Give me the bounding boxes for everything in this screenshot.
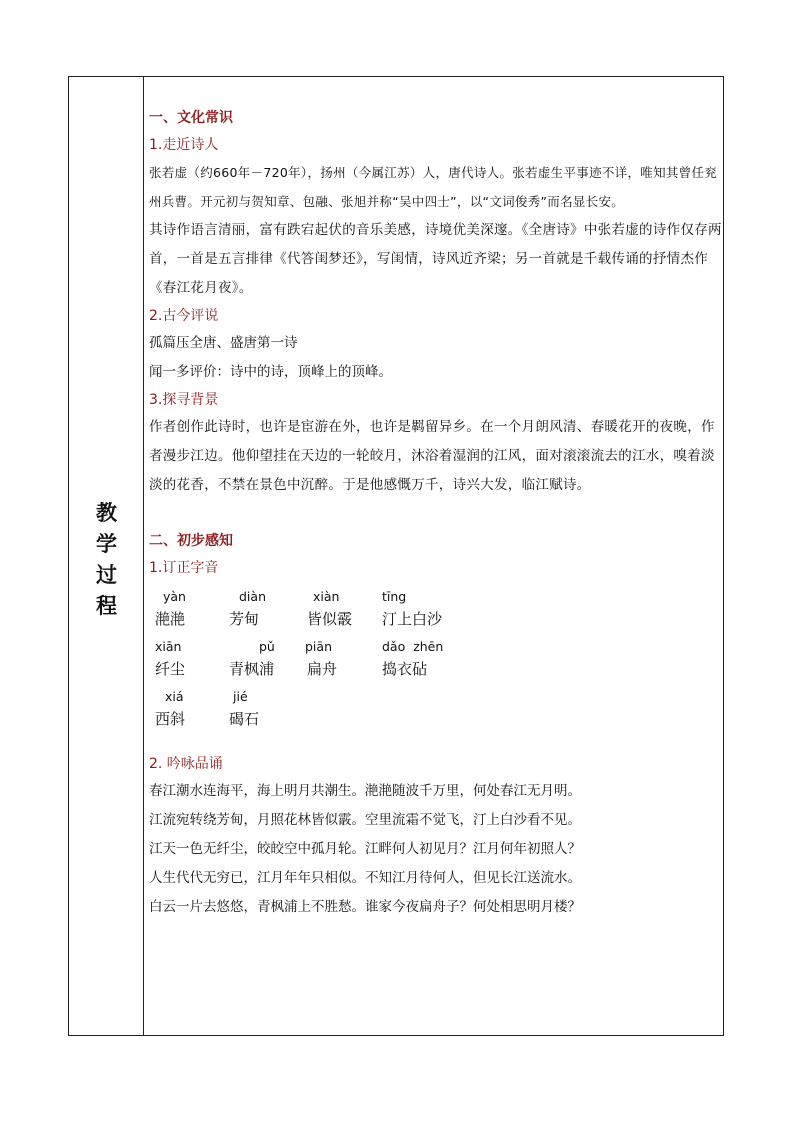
pinyin-row bbox=[149, 589, 724, 639]
poem-line: 江天一色无纤尘，皎皎空中孤月轮。江畔何人初见月？江月何年初照人？ bbox=[149, 841, 581, 857]
word: 扁舟 bbox=[307, 660, 338, 678]
text-line: 孤篇压全唐、盛唐第一诗 bbox=[149, 335, 298, 351]
paragraph: 作者创作此诗时，也许是宦游在外，也许是羁留异乡。在一个月朗风清、春暖花开的夜晚，作者漫步江边。他仰望挂在天边的一轮皎月，沐浴着湿润的江风，面对滚滚流去的江水，嗅着淡淡的花香，不禁在景色中沉醉。于是他感慨万千，诗兴大发，临江赋诗。 bbox=[149, 419, 715, 493]
pinyin: pǔ bbox=[259, 639, 275, 654]
label-column bbox=[69, 77, 144, 1035]
pinyin: xiān bbox=[155, 639, 182, 654]
pinyin: yàn bbox=[163, 589, 186, 604]
label-char: 学 bbox=[96, 531, 117, 556]
pinyin: tīng bbox=[382, 589, 407, 604]
word: 滟滟 bbox=[155, 610, 186, 628]
word: 青枫浦 bbox=[229, 660, 275, 678]
subsection-heading: 2.古今评说 bbox=[149, 308, 219, 324]
word: 碣石 bbox=[229, 710, 260, 728]
subsection-heading: 2. 吟咏品诵 bbox=[149, 756, 223, 772]
pinyin-row bbox=[149, 689, 724, 739]
section-heading: 二、初步感知 bbox=[149, 533, 233, 549]
pinyin: piān bbox=[305, 639, 332, 654]
word: 芳甸 bbox=[229, 610, 260, 628]
label-char: 过 bbox=[96, 562, 117, 587]
word: 捣衣砧 bbox=[382, 660, 428, 678]
pinyin: diàn bbox=[239, 589, 266, 604]
paragraph: 张若虚（约660年－720年），扬州（今属江苏）人，唐代诗人。张若虚生平事迹不详，唯知其曾任兖州兵曹。开元初与贺知章、包融、张旭并称“吴中四士”，以“文词俊秀”而名显长安。 bbox=[149, 165, 718, 209]
subsection-heading: 1.订正字音 bbox=[149, 560, 219, 576]
pinyin: dǎo zhēn bbox=[382, 639, 444, 654]
subsection-heading: 1.走近诗人 bbox=[149, 137, 219, 153]
poem-line: 春江潮水连海平，海上明月共潮生。滟滟随波千万里，何处春江无月明。 bbox=[149, 783, 581, 799]
poem-line: 白云一片去悠悠，青枫浦上不胜愁。谁家今夜扁舟子？何处相思明月楼？ bbox=[149, 899, 581, 915]
lesson-table bbox=[68, 76, 724, 1036]
pinyin: jié bbox=[233, 689, 248, 704]
word: 西斜 bbox=[155, 710, 186, 728]
teaching-process-label bbox=[69, 497, 144, 621]
word: 皆似霰 bbox=[307, 610, 353, 628]
text-line: 闻一多评价：诗中的诗，顶峰上的顶峰。 bbox=[149, 364, 392, 380]
label-char: 教 bbox=[96, 500, 117, 525]
pinyin-row bbox=[149, 639, 724, 689]
section-heading: 一、文化常识 bbox=[149, 110, 233, 126]
pinyin: xiàn bbox=[313, 589, 340, 604]
word: 汀上白沙 bbox=[382, 610, 443, 628]
pinyin: xiá bbox=[165, 689, 184, 704]
poem-line: 江流宛转绕芳甸，月照花林皆似霰。空里流霜不觉飞，汀上白沙看不见。 bbox=[149, 812, 581, 828]
poem-line: 人生代代无穷已，江月年年只相似。不知江月待何人，但见长江送流水。 bbox=[149, 870, 581, 886]
paragraph: 其诗作语言清丽，富有跌宕起伏的音乐美感，诗境优美深邃。《全唐诗》中张若虚的诗作仅存两首，一首是五言排律《代答闺梦还》，写闺情，诗风近齐梁；另一首就是千载传诵的抒情杰作《春江花月夜》。 bbox=[149, 222, 722, 296]
content-column bbox=[149, 107, 724, 922]
subsection-heading: 3.探寻背景 bbox=[149, 392, 219, 408]
word: 纤尘 bbox=[155, 660, 186, 678]
label-char: 程 bbox=[96, 593, 117, 618]
